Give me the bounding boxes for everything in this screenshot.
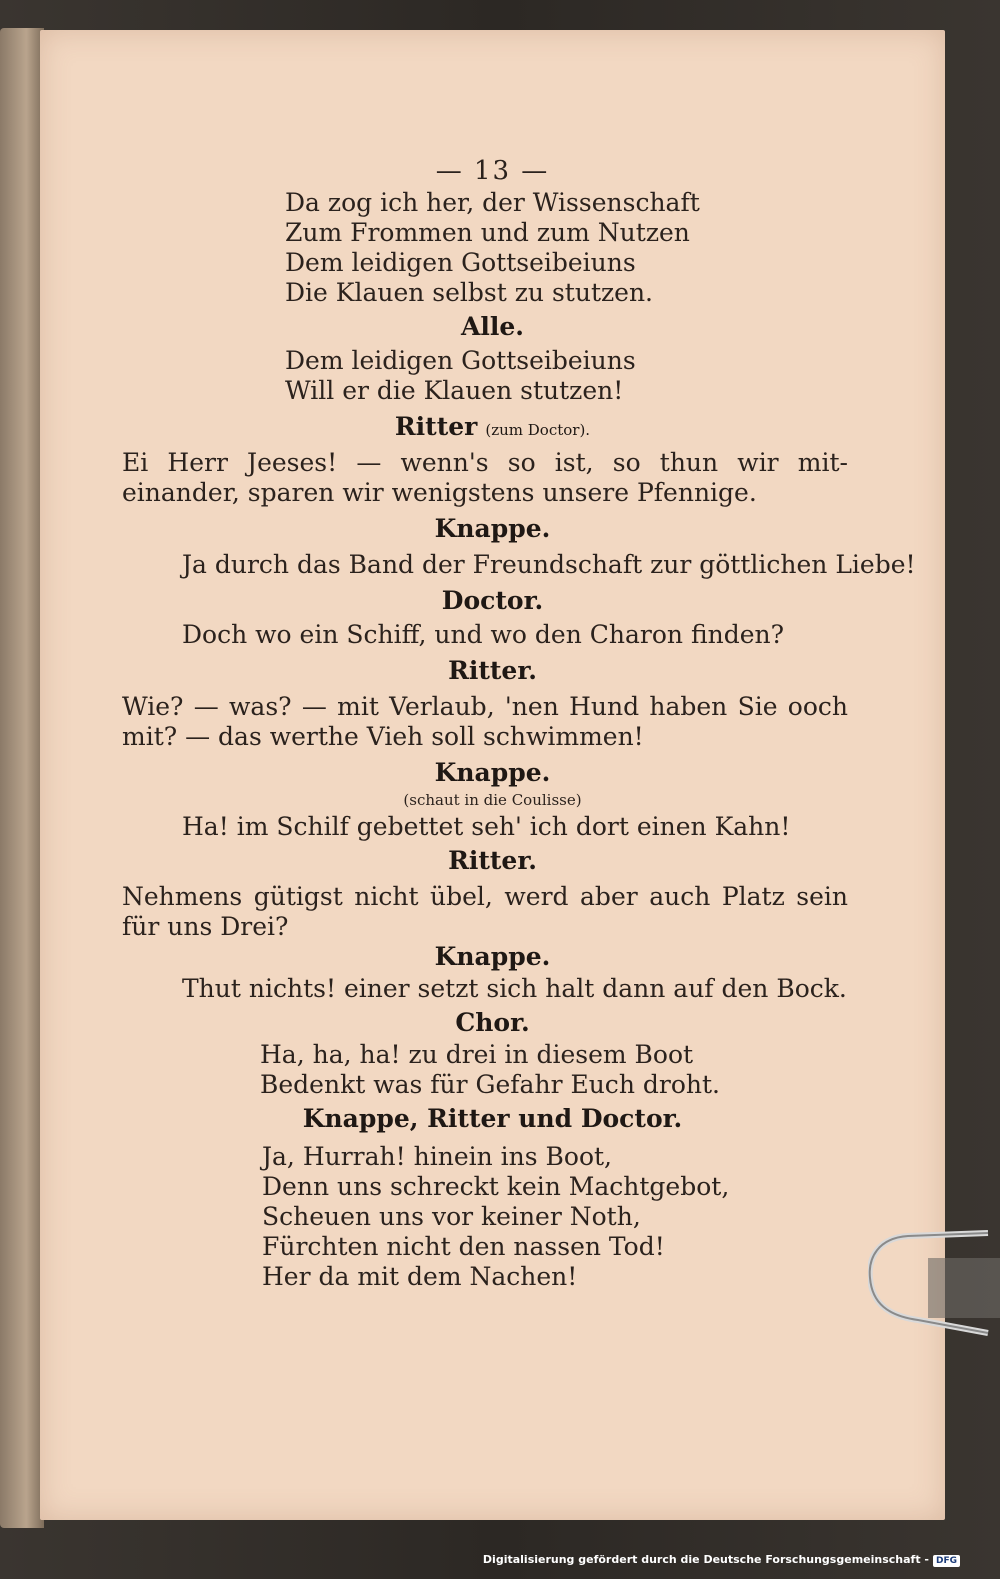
- verse-line: Denn uns schreckt kein Machtgebot,: [262, 1172, 730, 1201]
- verse-line: Zum Frommen und zum Nutzen: [285, 218, 690, 247]
- credit-text: Digitalisierung gefördert durch die Deutsche Forschungsgemeinschaft -: [482, 1553, 929, 1566]
- speaker-heading: Knappe.: [434, 942, 551, 971]
- speaker-heading: Knappe.: [434, 514, 551, 543]
- verse-line: Scheuen uns vor keiner Noth,: [262, 1202, 641, 1231]
- verse-line: Fürchten nicht den nassen Tod!: [262, 1232, 665, 1261]
- verse-line: Dem leidigen Gottseibeiuns: [285, 248, 636, 277]
- verse-line: Dem leidigen Gottseibeiuns: [285, 346, 636, 375]
- speaker-heading: [40, 412, 945, 445]
- dialogue-line: Thut nichts! einer setzt sich halt dann auf den Bock.: [182, 974, 847, 1003]
- prose-paragraph: Wie? — was? — mit Verlaub, 'nen Hund haben Sie ooch mit? — das werthe Vieh soll schwimmen!: [122, 692, 848, 751]
- speaker-heading: Alle.: [460, 312, 524, 341]
- speaker-heading: Doctor.: [441, 586, 544, 615]
- dfg-logo: DFG: [933, 1555, 960, 1567]
- page-number: — 13 —: [435, 156, 550, 186]
- speaker-heading: Chor.: [455, 1008, 530, 1037]
- digitization-credit: [0, 1553, 1000, 1567]
- page-clip: [868, 1228, 1000, 1338]
- verse-line: Ha, ha, ha! zu drei in diesem Boot: [260, 1040, 694, 1069]
- book-spine-edge: [0, 28, 44, 1528]
- verse-line: Die Klauen selbst zu stutzen.: [285, 278, 654, 307]
- speaker-heading: Ritter.: [448, 846, 537, 875]
- stage-direction: (zum Doctor).: [485, 421, 591, 439]
- prose-paragraph: Nehmens gütigst nicht übel, werd aber auch Platz sein für uns Drei?: [122, 882, 848, 941]
- dialogue-line: Ha! im Schilf gebettet seh' ich dort einen Kahn!: [182, 812, 791, 841]
- dialogue-line: Doch wo ein Schiff, und wo den Charon finden?: [182, 620, 785, 649]
- verse-line: Da zog ich her, der Wissenschaft: [285, 188, 700, 217]
- speaker-name: Ritter: [394, 412, 478, 441]
- dialogue-line: Ja durch das Band der Freundschaft zur göttlichen Liebe!: [182, 550, 916, 579]
- prose-paragraph: Ei Herr Jeeses! — wenn's so ist, so thun wir mit-einander, sparen wir wenigstens unsere Pfennige.: [122, 448, 848, 507]
- verse-line: Her da mit dem Nachen!: [262, 1262, 578, 1291]
- speaker-heading: Knappe, Ritter und Doctor.: [302, 1104, 683, 1133]
- speaker-heading: Knappe.: [434, 758, 551, 787]
- book-page: [40, 30, 945, 1520]
- verse-line: Will er die Klauen stutzen!: [285, 376, 624, 405]
- verse-line: Bedenkt was für Gefahr Euch droht.: [260, 1070, 720, 1099]
- stage-direction: (schaut in die Coulisse): [403, 791, 582, 809]
- verse-line: Ja, Hurrah! hinein ins Boot,: [262, 1142, 612, 1171]
- speaker-heading: Ritter.: [448, 656, 537, 685]
